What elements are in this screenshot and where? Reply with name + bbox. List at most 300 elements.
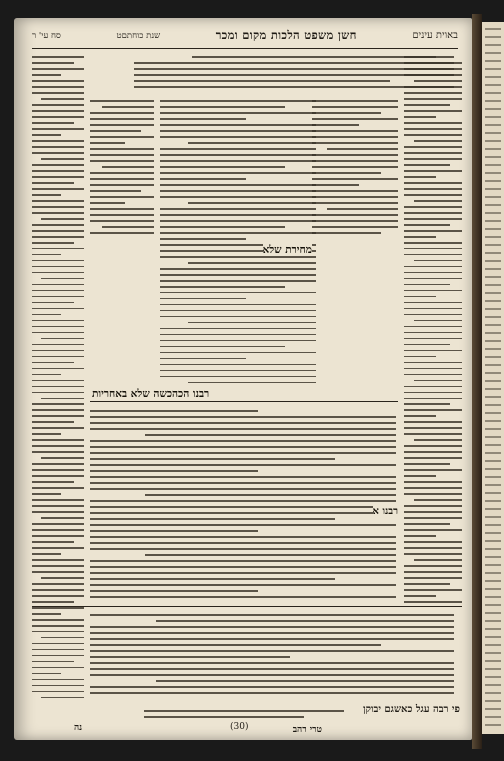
text-line	[404, 206, 462, 208]
text-line	[32, 487, 84, 489]
text-line	[90, 190, 141, 192]
text-line	[32, 421, 74, 423]
text-line	[90, 590, 258, 592]
text-line	[32, 547, 84, 549]
text-line	[32, 380, 84, 382]
text-line	[90, 112, 154, 114]
text-line	[32, 146, 84, 148]
text-line	[404, 308, 462, 310]
text-line	[485, 324, 501, 326]
text-line	[160, 280, 316, 282]
text-line	[32, 445, 84, 447]
text-line	[160, 124, 316, 126]
text-line	[404, 92, 462, 94]
text-line	[404, 487, 462, 489]
text-line	[32, 433, 61, 435]
text-line	[485, 532, 501, 534]
text-line	[32, 392, 84, 394]
text-line	[485, 108, 501, 110]
text-line	[90, 668, 454, 670]
text-line	[404, 68, 462, 70]
text-line	[160, 100, 316, 102]
book-gutter	[472, 14, 482, 749]
text-line	[404, 248, 462, 250]
text-line	[404, 236, 436, 238]
text-line	[485, 716, 501, 718]
text-line	[32, 655, 84, 657]
text-line	[485, 164, 501, 166]
text-line	[90, 416, 396, 418]
text-line	[160, 184, 316, 186]
text-line	[312, 106, 398, 108]
text-line	[32, 589, 84, 591]
section-heading-1: רבנו הכהכשה שלא באחריות	[92, 388, 210, 400]
text-line	[90, 482, 396, 484]
text-line	[32, 505, 84, 507]
text-line	[404, 547, 462, 549]
text-line	[32, 583, 84, 585]
text-line	[485, 476, 501, 478]
left-commentary-column	[32, 52, 84, 702]
text-line	[485, 100, 501, 102]
text-line	[90, 548, 396, 550]
text-line	[90, 638, 454, 640]
text-line	[32, 230, 84, 232]
text-line	[32, 625, 84, 627]
text-line	[485, 692, 501, 694]
text-line	[404, 511, 462, 513]
text-line	[404, 302, 462, 304]
text-line	[90, 614, 454, 616]
text-line	[32, 541, 74, 543]
text-line	[485, 420, 501, 422]
text-line	[485, 356, 501, 358]
text-line	[160, 292, 316, 294]
text-line	[404, 577, 462, 579]
text-line	[485, 468, 501, 470]
text-line	[90, 124, 154, 126]
text-line	[485, 60, 501, 62]
text-line	[404, 56, 436, 58]
text-line	[404, 344, 450, 346]
text-line	[160, 148, 316, 150]
text-line	[327, 148, 398, 150]
text-line	[312, 142, 398, 144]
text-line	[32, 308, 84, 310]
main-text-column	[160, 96, 316, 386]
header-left: סח עי' ר	[32, 30, 61, 41]
text-line	[404, 284, 450, 286]
text-line	[32, 679, 84, 681]
text-line	[485, 700, 501, 702]
text-line	[32, 643, 84, 645]
header-sub: שנת כוחתםט	[116, 30, 161, 41]
text-line	[90, 178, 154, 180]
text-line	[485, 428, 501, 430]
text-line	[485, 388, 501, 390]
text-line	[32, 224, 84, 226]
text-line	[90, 130, 141, 132]
text-line	[404, 170, 462, 172]
text-line	[404, 398, 462, 400]
text-line	[32, 553, 61, 555]
text-line	[160, 214, 316, 216]
text-line	[160, 118, 246, 120]
text-line	[404, 409, 462, 411]
text-line	[485, 636, 501, 638]
text-line	[404, 595, 436, 597]
text-line	[404, 451, 462, 453]
text-line	[32, 62, 74, 64]
text-line	[160, 286, 285, 288]
text-line	[404, 392, 462, 394]
text-line	[160, 304, 316, 306]
text-line	[90, 524, 396, 526]
text-line	[41, 158, 84, 160]
text-line	[404, 541, 462, 543]
text-line	[160, 190, 316, 192]
text-line	[90, 530, 258, 532]
text-line	[188, 382, 316, 384]
text-line	[32, 140, 84, 142]
text-line	[485, 500, 501, 502]
text-line	[404, 326, 462, 328]
text-line	[32, 74, 61, 76]
text-line	[404, 523, 450, 525]
text-line	[404, 164, 450, 166]
text-line	[41, 338, 84, 340]
text-line	[485, 508, 501, 510]
text-line	[134, 80, 390, 82]
text-line	[90, 196, 154, 198]
text-line	[90, 596, 396, 598]
text-line	[485, 52, 501, 54]
text-line	[312, 190, 398, 192]
footer-text	[144, 706, 344, 718]
text-line	[90, 518, 335, 520]
text-line	[485, 348, 501, 350]
text-line	[90, 446, 396, 448]
text-line	[32, 368, 84, 370]
text-line	[485, 132, 501, 134]
text-line	[90, 214, 154, 216]
text-line	[90, 584, 396, 586]
text-line	[32, 409, 84, 411]
text-line	[32, 607, 84, 609]
text-line	[404, 583, 450, 585]
text-line	[32, 511, 84, 513]
text-line	[32, 649, 84, 651]
text-line	[485, 124, 501, 126]
text-line	[404, 350, 462, 352]
text-line	[160, 232, 316, 234]
section-heading-3: רבנו א	[372, 506, 398, 517]
text-line	[32, 403, 84, 405]
text-line	[32, 661, 74, 663]
text-line	[41, 697, 84, 699]
text-line	[404, 62, 462, 64]
text-line	[404, 242, 462, 244]
text-line	[32, 122, 74, 124]
text-line	[404, 278, 462, 280]
text-line	[145, 494, 396, 496]
text-line	[41, 398, 84, 400]
text-line	[485, 84, 501, 86]
text-line	[90, 410, 258, 412]
section-heading-2: מחירת שלא	[262, 244, 312, 256]
header-title: חשן משפט הלכות מקום ומכר	[215, 28, 357, 42]
text-line	[485, 284, 501, 286]
text-line	[160, 166, 285, 168]
text-line	[32, 463, 84, 465]
text-line	[160, 226, 285, 228]
text-line	[160, 172, 316, 174]
text-line	[404, 134, 462, 136]
text-line	[312, 100, 398, 102]
text-line	[404, 571, 462, 573]
text-line	[32, 176, 84, 178]
text-line	[160, 370, 316, 372]
text-line	[160, 358, 246, 360]
text-line	[485, 116, 501, 118]
text-line	[485, 92, 501, 94]
text-line	[32, 481, 74, 483]
text-line	[32, 350, 84, 352]
text-line	[404, 176, 436, 178]
text-line	[160, 316, 316, 318]
lower-rule	[32, 606, 462, 607]
text-line	[32, 344, 84, 346]
text-line	[404, 290, 462, 292]
text-line	[160, 310, 316, 312]
text-line	[90, 500, 396, 502]
text-line	[485, 580, 501, 582]
text-line	[160, 154, 316, 156]
text-line	[404, 314, 462, 316]
text-line	[485, 196, 501, 198]
text-line	[312, 166, 398, 168]
bottom-commentary-block	[90, 610, 454, 698]
text-line	[485, 44, 501, 46]
text-line	[90, 662, 454, 664]
text-line	[312, 130, 398, 132]
text-line	[485, 492, 501, 494]
text-line	[90, 656, 290, 658]
text-line	[32, 68, 84, 70]
text-line	[485, 140, 501, 142]
text-line	[160, 376, 316, 378]
text-line	[404, 182, 462, 184]
text-line	[404, 110, 462, 112]
text-line	[312, 232, 381, 234]
text-line	[188, 322, 316, 324]
text-line	[404, 332, 462, 334]
text-line	[485, 556, 501, 558]
text-line	[485, 660, 501, 662]
text-line	[160, 196, 316, 198]
text-line	[485, 724, 501, 726]
text-line	[32, 128, 84, 130]
text-line	[327, 208, 398, 210]
text-line	[32, 595, 84, 597]
text-line	[32, 475, 84, 477]
text-line	[32, 182, 74, 184]
text-line	[485, 156, 501, 158]
text-line	[312, 196, 398, 198]
text-line	[404, 469, 462, 471]
text-line	[404, 529, 462, 531]
text-line	[32, 92, 84, 94]
text-line	[485, 316, 501, 318]
text-line	[41, 517, 84, 519]
text-line	[404, 433, 462, 435]
text-line	[404, 374, 462, 376]
text-line	[404, 386, 462, 388]
text-line	[32, 290, 84, 292]
text-line	[90, 674, 454, 676]
text-line	[485, 252, 501, 254]
text-line	[32, 242, 74, 244]
text-line	[90, 644, 381, 646]
text-line	[90, 202, 125, 204]
text-line	[414, 260, 462, 262]
text-line	[41, 218, 84, 220]
text-line	[32, 116, 84, 118]
text-line	[32, 194, 61, 196]
text-line	[485, 628, 501, 630]
text-line	[90, 118, 154, 120]
text-line	[32, 188, 84, 190]
text-line	[485, 180, 501, 182]
text-line	[32, 631, 84, 633]
text-line	[32, 206, 84, 208]
text-line	[32, 236, 84, 238]
text-line	[485, 204, 501, 206]
text-line	[414, 140, 462, 142]
text-line	[90, 440, 396, 442]
text-line	[485, 380, 501, 382]
text-line	[90, 506, 396, 508]
text-line	[485, 572, 501, 574]
page-number: (30)	[230, 722, 249, 732]
text-line	[90, 542, 396, 544]
text-line	[485, 548, 501, 550]
text-line	[160, 268, 316, 270]
running-header	[32, 24, 458, 46]
text-line	[32, 260, 84, 262]
text-line	[32, 523, 84, 525]
text-line	[404, 535, 436, 537]
text-line	[404, 415, 436, 417]
text-line	[90, 470, 258, 472]
text-line	[160, 256, 316, 258]
text-line	[485, 516, 501, 518]
text-line	[404, 517, 462, 519]
text-line	[312, 220, 398, 222]
text-line	[485, 172, 501, 174]
text-line	[32, 248, 84, 250]
text-line	[404, 457, 462, 459]
text-line	[485, 708, 501, 710]
text-line	[404, 601, 462, 603]
text-line	[312, 154, 398, 156]
text-line	[90, 428, 396, 430]
text-line	[32, 565, 84, 567]
text-line	[312, 136, 398, 138]
text-line	[90, 476, 396, 478]
text-line	[145, 434, 396, 436]
text-line	[312, 202, 398, 204]
text-line	[414, 320, 462, 322]
text-line	[160, 238, 246, 240]
text-line	[485, 596, 501, 598]
text-line	[485, 212, 501, 214]
text-line	[32, 493, 61, 495]
text-line	[32, 362, 74, 364]
text-line	[404, 589, 462, 591]
text-line	[32, 427, 84, 429]
text-line	[485, 68, 501, 70]
text-line	[404, 212, 462, 214]
text-line	[144, 710, 344, 712]
text-line	[485, 148, 501, 150]
text-line	[145, 554, 396, 556]
text-line	[485, 676, 501, 678]
text-line	[160, 112, 316, 114]
text-line	[32, 164, 84, 166]
text-line	[90, 172, 154, 174]
text-line	[485, 460, 501, 462]
text-line	[404, 98, 462, 100]
text-line	[90, 422, 396, 424]
text-line	[404, 481, 462, 483]
text-line	[404, 74, 462, 76]
text-line	[32, 691, 84, 693]
text-line	[156, 620, 454, 622]
text-line	[404, 224, 450, 226]
text-line	[41, 577, 84, 579]
text-line	[90, 686, 454, 688]
text-line	[312, 172, 381, 174]
text-line	[41, 457, 84, 459]
text-line	[41, 278, 84, 280]
text-line	[485, 612, 501, 614]
text-line	[404, 296, 436, 298]
text-line	[485, 228, 501, 230]
text-line	[32, 619, 84, 621]
text-line	[485, 364, 501, 366]
text-line	[32, 451, 84, 453]
text-line	[485, 484, 501, 486]
text-line	[102, 106, 154, 108]
text-line	[404, 272, 462, 274]
text-line	[404, 128, 462, 130]
text-line	[485, 396, 501, 398]
text-line	[160, 178, 246, 180]
text-line	[90, 184, 154, 186]
text-line	[32, 200, 84, 202]
text-line	[485, 300, 501, 302]
text-line	[32, 134, 61, 136]
footer-first-line: פי רבה עגל כאשגם יבוקן	[363, 704, 460, 715]
text-line	[485, 340, 501, 342]
text-line	[404, 338, 462, 340]
text-line	[404, 565, 462, 567]
text-line	[414, 439, 462, 441]
inner-right-column	[312, 96, 398, 236]
text-line	[32, 170, 84, 172]
text-line	[485, 276, 501, 278]
